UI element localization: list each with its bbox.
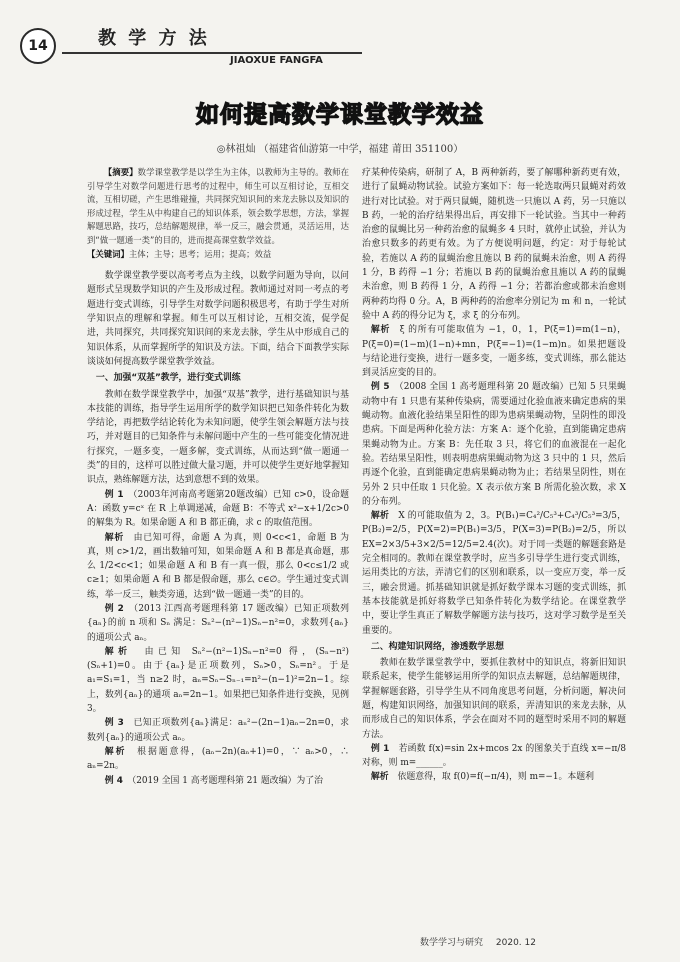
example-6-label: 例 1 bbox=[370, 743, 390, 754]
journal-name: 数学学习与研究 bbox=[420, 938, 484, 948]
solution-1-text: 由已知可得，命题 A 为真，则 0<c<1，命题 B 为真，则 c>1/2，画出数轴可知，如果命题 A 和 B 都是真命题，那么 1/2<c<1；如果命题 A 和 B 有一真一假，那么 0<c≤1/2 或 c≥1；如果命题 A 和 B 都是假命题，那么 c∈∅。学生通过变式训练，举一反三，触类旁通，达到“做一题通一类”的目的。 bbox=[87, 532, 350, 600]
section-2-paragraph: 教师在数学课堂教学中，要抓住教材中的知识点，将新旧知识联系起来，使学生能够运用所学的知识点去解题，总结解题规律，掌握解题套路，引导学生从不同角度思考问题，分析问题，解决问题，构建知识网络，加强知识间的联系，弄清知识的来龙去脉，从而形成自己的知识体系，学会在面对不同的题型时采用不同的解题方法。 bbox=[362, 658, 626, 740]
page-header bbox=[0, 0, 680, 70]
example-1-label: 例 1 bbox=[104, 489, 124, 500]
section-heading-1: 一、加强“双基”教学，进行变式训练 bbox=[95, 373, 241, 384]
intro-paragraph: 数学课堂教学要以高考考点为主线，以数学问题为导向，以问题形式呈现数学知识的产生及形成过程。教师通过对同一考点的考题进行变式训练，引导学生对数学问题积极思考，有助于学生对所学知识点的理解和掌握。师生可以互相讨论，互相交流，促学促进，共同探究，共同探究知识间的来龙去脉，学生从中形成自己的知识体系，从而掌握所学的知识及方法。下面，结合下面教学实际谈谈如何提高数学课堂教学效益。 bbox=[87, 271, 349, 367]
example-2-text: （2013 江西高考题理科第 17 题改编）已知正项数列{aₙ}的前 n 项和 Sₙ 满足：Sₙ²−(n²−1)Sₙ−n²=0，求数列{aₙ}的通项公式 aₙ。 bbox=[87, 603, 350, 643]
column-title-pinyin: JIAOXUE FANGFA bbox=[230, 55, 323, 66]
example-5-label: 例 5 bbox=[370, 382, 390, 393]
page-number: 14 bbox=[20, 28, 56, 64]
example-5-text: （2008 全国 1 高考题理科第 20 题改编）已知 5 只果蝇动物中有 1 只患有某种传染病，需要通过化验血液来确定患病的果蝇动物。血液化验结果呈阳性的即为患病果蝇动物，呈阴性的即没患病。下面是两种化验方法：方案 A：逐个化验，直到能确定患病果蝇动物为止。方案 B：先任取 3 只，将它们的血液混在一起化验。若结果呈阳性，则表明患病果蝇动物为这 3 只中的 1 只，然后再逐个化验，直到能确定患病果蝇动物为止；若结果呈阴性，则在另外 2 只中任取 1 只化验。X 表示依方案 B 所需化验次数，求 X 的分布列。 bbox=[362, 382, 626, 507]
keywords-label: 【关键词】 bbox=[87, 248, 129, 259]
solution-1 bbox=[87, 531, 349, 602]
solution-2 bbox=[87, 645, 349, 716]
abstract bbox=[87, 166, 349, 248]
example-3-text: 已知正项数列{aₙ}满足：aₙ²−(2n−1)aₙ−2n=0，求数列{aₙ}的通项公式 aₙ。 bbox=[87, 718, 349, 743]
example-2 bbox=[87, 602, 349, 645]
example-4 bbox=[87, 774, 349, 788]
keywords bbox=[87, 248, 349, 262]
solution-6 bbox=[362, 770, 626, 784]
example-1-text: （2003年河南高考题第20题改编）已知 c>0，设命题 A：函数 y=cˣ 在 R 上单调递减，命题 B：不等式 x²−x+1/2c>0 的解集为 R。如果命题 A 和 B 都正确，求 c 的取值范围。 bbox=[87, 489, 350, 529]
section-heading-2: 二、构建知识网络，渗透数学思想 bbox=[370, 641, 505, 652]
solution-5-label: 解析 bbox=[370, 511, 390, 522]
article-title: 如何提高数学课堂教学效益 bbox=[196, 102, 484, 128]
example-6 bbox=[362, 742, 626, 771]
solution-2-text: 由已知 Sₙ²−(n²−1)Sₙ−n²=0 得，(Sₙ−n²)(Sₙ+1)=0。由于{aₙ}是正项数列，Sₙ>0，Sₙ=n²。于是 a₁=S₁=1，当 n≥2 时，aₙ=Sₙ−Sₙ₋₁=n²−(n−1)²=2n−1。综上，数列{aₙ}的通项 aₙ=2n−1。如果把已知条件进行变换，见例 3。 bbox=[87, 646, 350, 715]
right-column bbox=[362, 166, 626, 785]
solution-5 bbox=[362, 509, 626, 638]
column-title: 教 学 方 法 bbox=[98, 28, 210, 49]
example-6-text: 若函数 f(x)=sin 2x+mcos 2x 的图象关于直线 x=−π/8 对称，则 m=______。 bbox=[362, 743, 626, 769]
author-line: ◎林祖灿 （福建省仙游第一中学，福建 莆田 351100） bbox=[216, 144, 464, 155]
example-3-label: 例 3 bbox=[104, 718, 124, 729]
example-2-label: 例 2 bbox=[104, 603, 124, 614]
solution-4-text: ξ 的所有可能取值为 −1，0，1，P(ξ=1)=m(1−n)，P(ξ=0)=(1−m)(1−n)+mn，P(ξ=−1)=(1−m)n。如果把题设与结论进行变换，进行一题多变，一题多练，变式训练，那么能达到灵活应变的目的。 bbox=[362, 325, 626, 379]
solution-6-label: 解析 bbox=[370, 772, 389, 783]
example-1 bbox=[87, 488, 349, 531]
solution-1-label: 解析 bbox=[104, 532, 124, 543]
example-4-text: （2019 全国 1 高考题理科第 21 题改编）为了治 bbox=[131, 775, 323, 786]
solution-4 bbox=[362, 323, 626, 380]
section-1-paragraph: 教师在数学课堂教学中，加强“双基”教学，进行基础知识与基本技能的训练，指导学生运用所学的数学知识把已知条件转化为数学结论，再把数学结论转化为未知问题，使学生领会解题方法与技巧，并对题目的已知条件与未解问题中产生的一些可能变化情况进行探究，一题多变，一题多解，变式训练，从而达到“做一题通一类”的目的，这样可以胜过做大量习题，并可以使学生更好地掌握知识点，熟练解题方法，达到意想不到的效果。 bbox=[87, 389, 349, 486]
header-rule bbox=[62, 52, 362, 54]
example-3 bbox=[87, 716, 349, 745]
solution-6-text: 依题意得，取 f(0)=f(−π/4)，则 m=−1。本题利 bbox=[397, 772, 594, 783]
solution-2-label: 解析 bbox=[104, 646, 132, 657]
solution-4-label: 解析 bbox=[370, 325, 391, 336]
example-5 bbox=[362, 380, 626, 509]
solution-5-text: X 的可能取值为 2，3。P(B₁)=C₄²/C₅³+C₄³/C₅³=3/5，P(B₂)=2/5，P(X=2)=P(B₁)=3/5，P(X=3)=P(B₂)=2/5，所以 EX=2×3/5+3×2/5=12/5=2.4(次)。对于同一类题的解题套路是完全相同的。教师在课堂教学时，应当多引导学生进行变式训练，运用类比的方法，弄清它们的区别和联系，以一变应万变，举一反三，融会贯通。抓基础知识就是抓好数学课本习题的变式训练，抓基本技能就是抓好将数学已知条件转化为数学结论。在课堂教学中，要让学生真正了解数学解题方法与技巧，这对学习数学是至关重要的。 bbox=[362, 511, 627, 636]
keywords-text: 主体；主导；思考；运用；提高；效益 bbox=[128, 248, 272, 259]
solution-3-label: 解析 bbox=[104, 746, 127, 757]
issue-number: 2020. 12 bbox=[495, 938, 536, 948]
example-4-label: 例 4 bbox=[104, 775, 123, 786]
solution-3 bbox=[87, 745, 349, 774]
solution-3-text: 根据题意得，(aₙ−2n)(aₙ+1)=0，∵ aₙ>0，∴ aₙ=2n。 bbox=[87, 746, 350, 772]
abstract-label: 【摘要】 bbox=[103, 167, 138, 177]
example-4-continued: 疗某种传染病，研制了 A，B 两种新药，要了解哪种新药更有效，进行了鼠蝇动物试验。试验方案如下：每一轮选取两只鼠蝇对药效进行对比试验。对于两只鼠蝇，随机选一只施以 A 药，另一只施以 B 药，一轮的治疗结果得出后，再安排下一轮试验。当其中一种药治愈的鼠蝇比另一种药治愈的鼠蝇多 4 只时，就停止试验，并认为治愈只数多的药更有效。为了方便说明问题，约定：对于每轮试验，若施以 A 药的鼠蝇治愈且施以 B 药的鼠蝇未治愈，则 A 药得 1 分，B 药得 −1 分；若施以 B 药的鼠蝇治愈且施以 A 药的鼠蝇未治愈，则 B 药得 1 分，A 药得 −1 分；若都治愈或都未治愈则两种药均得 0 分。A，B 两种药的治愈率分别记为 m 和 n，一轮试验中 A 药的得分记为 ξ，求 ξ 的分布列。 bbox=[362, 168, 626, 321]
page-footer bbox=[420, 935, 640, 948]
abstract-text: 数学课堂教学是以学生为主体，以教师为主导的。教师在引导学生对数学问题进行思考的过程中，师生可以互相讨论，互相交流，互相切磋，产生思维碰撞，共同探究知识间的来龙去脉以及知识的形成过程，学生从中构建自己的知识体系，领会数学思想，方法，掌握解题思路，技巧，总结解题规律，举一反三，融会贯通，灵活运用，达到“做一题通一类”的目的，进而提高课堂数学效益。 bbox=[87, 167, 350, 245]
left-column bbox=[87, 166, 349, 788]
